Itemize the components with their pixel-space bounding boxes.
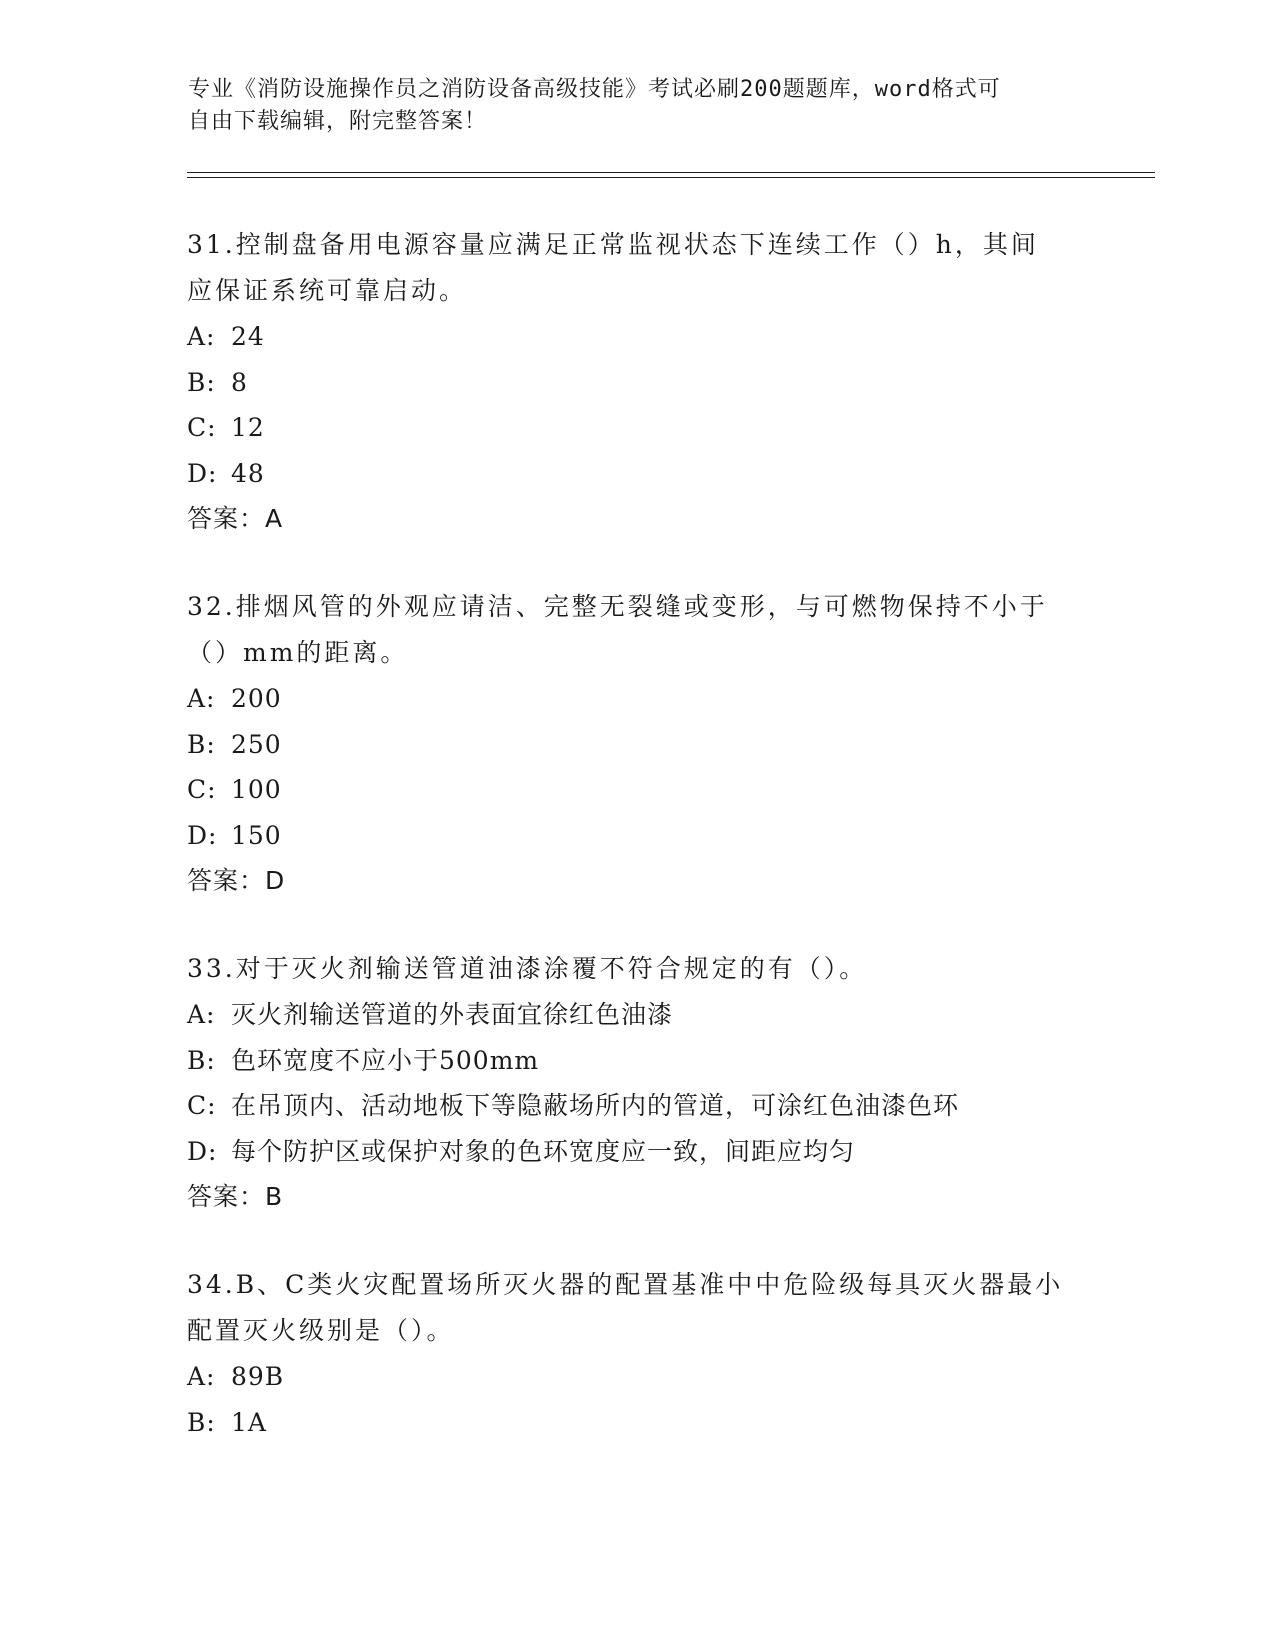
option-b: B: 色环宽度不应小于500mm: [187, 1045, 540, 1075]
option-d: D: 150: [187, 820, 282, 850]
option-c: C: 100: [187, 775, 282, 804]
answer-line: 答案：A: [187, 504, 284, 533]
option-a: A: 灭火剂输送管道的外表面宜徐红色油漆: [187, 1000, 674, 1029]
question-33: [187, 946, 1087, 1220]
option-c: C: 在吊顶内、活动地板下等隐蔽场所内的管道，可涂红色油漆色环: [187, 1091, 960, 1120]
header-rule-top: [187, 172, 1155, 173]
question-32: [187, 584, 1087, 904]
answer-line: 答案：B: [187, 1182, 284, 1211]
question-stem-line: 32.排烟风管的外观应请洁、完整无裂缝或变形，与可燃物保持不小于: [187, 592, 1048, 621]
header-line-1: 专业《消防设施操作员之消防设备高级技能》考试必刷200题题库，word格式可: [188, 77, 1001, 102]
option-c: C: 12: [187, 413, 265, 442]
option-b: B: 1A: [187, 1407, 267, 1437]
header-line-2: 自由下载编辑，附完整答案！: [188, 109, 488, 134]
question-stem-line: 应保证系统可靠启动。: [187, 276, 468, 305]
question-stem-line: 33.对于灭火剂输送管道油漆涂覆不符合规定的有（）。: [187, 954, 868, 983]
question-31: [187, 222, 1087, 542]
header-rule-bottom: [187, 177, 1155, 178]
question-stem-line: （）mm的距离。: [187, 638, 409, 667]
option-a: A: 24: [187, 322, 265, 351]
question-stem-line: 34.B、C类火灾配置场所灭火器的配置基准中中危险级每具灭火器最小: [187, 1270, 1064, 1299]
option-a: A: 89B: [187, 1362, 285, 1391]
option-d: D: 每个防护区或保护对象的色环宽度应一致，间距应均匀: [187, 1136, 856, 1166]
answer-line: 答案：D: [187, 866, 286, 895]
question-34: [187, 1262, 1087, 1445]
document-header: [188, 74, 1088, 138]
option-b: B: 8: [187, 367, 248, 397]
question-stem-line: 配置灭火级别是（）。: [187, 1316, 455, 1345]
option-a: A: 200: [187, 684, 282, 713]
option-d: D: 48: [187, 458, 265, 488]
question-stem-line: 31.控制盘备用电源容量应满足正常监视状态下连续工作（）h，其间: [187, 230, 1039, 259]
option-b: B: 250: [187, 729, 282, 759]
